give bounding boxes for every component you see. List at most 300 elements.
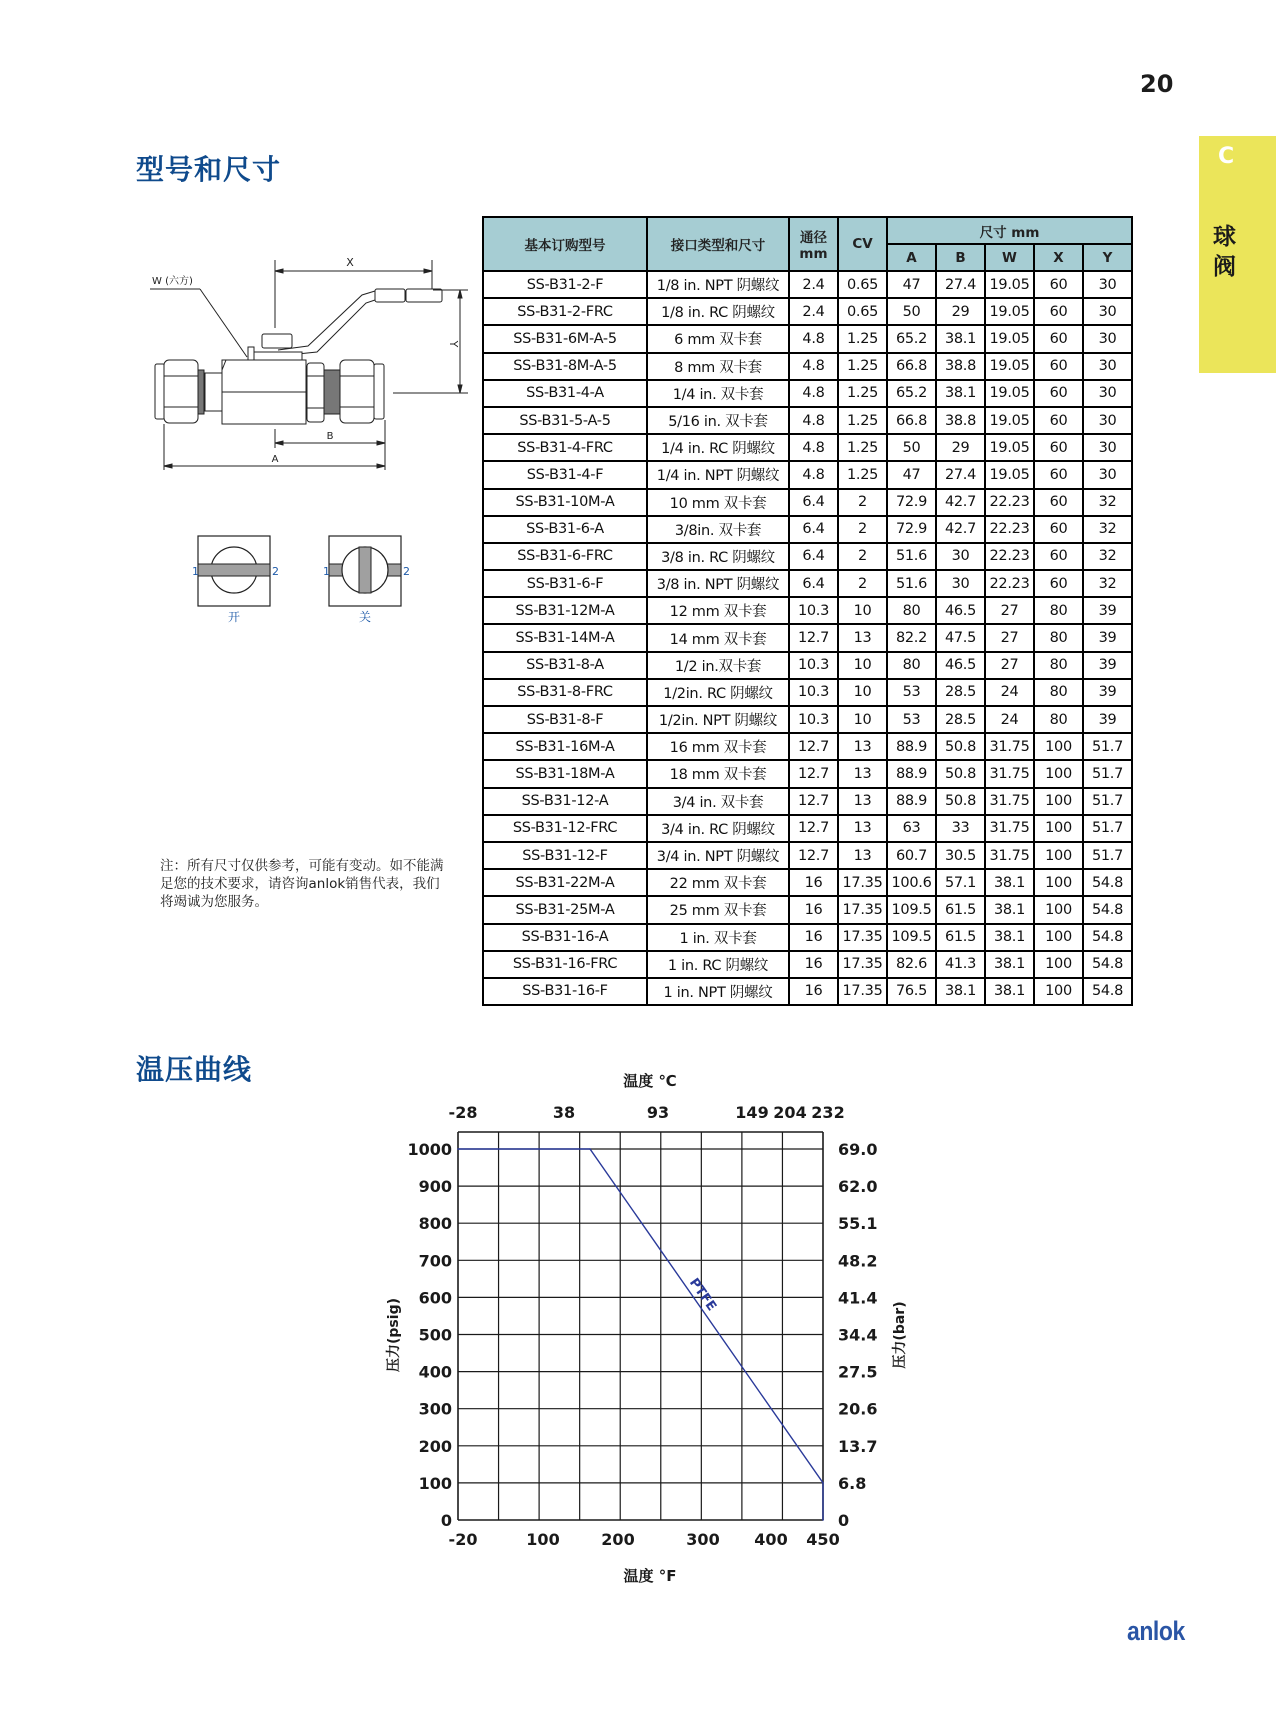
header-dim-y: Y	[1083, 244, 1132, 271]
y2-tick-label: 48.2	[838, 1251, 878, 1271]
cell-a: 88.9	[887, 788, 936, 815]
cell-bore: 4.8	[789, 353, 838, 380]
b-dim-label: B	[326, 431, 334, 442]
cell-model: SS-B31-6-F	[483, 570, 647, 597]
cell-b: 30	[936, 543, 985, 570]
cell-b: 46.5	[936, 597, 985, 624]
cell-x: 100	[1034, 951, 1083, 978]
x2-tick-label: 149	[735, 1103, 769, 1122]
cell-cv: 10	[838, 679, 887, 706]
y2-tick-label: 69.0	[838, 1140, 878, 1159]
cell-connection: 1/2 in.双卡套	[647, 652, 789, 679]
cell-bore: 4.8	[789, 380, 838, 407]
cell-b: 38.8	[936, 353, 985, 380]
cell-connection: 3/4 in. RC 阴螺纹	[647, 815, 789, 842]
y-tick-label: 700	[418, 1251, 452, 1271]
x-tick-label: -20	[448, 1530, 478, 1549]
y2-tick-label: 41.4	[838, 1288, 878, 1308]
cell-y: 51.7	[1083, 760, 1132, 787]
cell-cv: 10	[838, 652, 887, 679]
cell-bore: 10.3	[789, 652, 838, 679]
cell-bore: 6.4	[789, 570, 838, 597]
cell-model: SS-B31-8-A	[483, 652, 647, 679]
cell-cv: 13	[838, 760, 887, 787]
a-dim-label: A	[271, 454, 279, 465]
cell-w: 19.05	[985, 353, 1034, 380]
closed-port-1: 1	[323, 565, 330, 578]
cell-w: 22.23	[985, 543, 1034, 570]
cell-w: 27	[985, 652, 1034, 679]
y-tick-label: 800	[418, 1214, 452, 1234]
cell-cv: 13	[838, 733, 887, 760]
table-row	[483, 896, 1132, 923]
y2-tick-label: 6.8	[838, 1473, 867, 1493]
header-dim-x: X	[1034, 244, 1083, 271]
table-row	[483, 407, 1132, 434]
y2-axis-title: 压力(bar)	[892, 1301, 908, 1369]
cell-y: 54.8	[1083, 978, 1132, 1005]
cell-bore: 12.7	[789, 788, 838, 815]
cell-y: 54.8	[1083, 896, 1132, 923]
cell-cv: 2	[838, 570, 887, 597]
y-tick-label: 400	[418, 1362, 452, 1382]
open-position-diagram	[192, 536, 279, 624]
cell-model: SS-B31-2-F	[483, 271, 647, 298]
cell-x: 80	[1034, 624, 1083, 651]
x-tick-label: 100	[526, 1530, 560, 1549]
header-bore	[789, 217, 838, 271]
cell-connection: 3/4 in. 双卡套	[647, 788, 789, 815]
cell-model: SS-B31-16-F	[483, 978, 647, 1005]
cell-model: SS-B31-4-FRC	[483, 434, 647, 461]
cell-w: 19.05	[985, 434, 1034, 461]
cell-model: SS-B31-16M-A	[483, 733, 647, 760]
cell-x: 100	[1034, 924, 1083, 951]
model-dimensions-table	[482, 216, 1133, 1006]
cell-y: 54.8	[1083, 869, 1132, 896]
y2-tick-label: 27.5	[838, 1362, 878, 1382]
cell-b: 28.5	[936, 679, 985, 706]
cell-y: 30	[1083, 325, 1132, 352]
x-axis-title: 温度 °F	[623, 1567, 677, 1585]
cell-cv: 17.35	[838, 869, 887, 896]
cell-bore: 4.8	[789, 325, 838, 352]
cell-y: 39	[1083, 624, 1132, 651]
y-tick-label: 500	[418, 1325, 452, 1345]
cell-a: 53	[887, 679, 936, 706]
cell-y: 30	[1083, 380, 1132, 407]
cell-x: 60	[1034, 516, 1083, 543]
series-label: PTFE	[685, 1275, 719, 1314]
table-row	[483, 271, 1132, 298]
cell-b: 42.7	[936, 489, 985, 516]
cell-y: 32	[1083, 543, 1132, 570]
cell-w: 31.75	[985, 815, 1034, 842]
cell-model: SS-B31-22M-A	[483, 869, 647, 896]
cell-a: 82.2	[887, 624, 936, 651]
cell-y: 30	[1083, 407, 1132, 434]
thread-right	[324, 370, 340, 414]
table-row	[483, 760, 1132, 787]
cell-w: 19.05	[985, 271, 1034, 298]
cell-connection: 3/8 in. NPT 阴螺纹	[647, 570, 789, 597]
cell-connection: 16 mm 双卡套	[647, 733, 789, 760]
cell-a: 72.9	[887, 489, 936, 516]
cell-connection: 3/4 in. NPT 阴螺纹	[647, 842, 789, 869]
cell-cv: 17.35	[838, 951, 887, 978]
cell-y: 39	[1083, 597, 1132, 624]
cell-a: 80	[887, 652, 936, 679]
cell-x: 60	[1034, 380, 1083, 407]
cell-y: 32	[1083, 516, 1132, 543]
cell-w: 22.23	[985, 570, 1034, 597]
y-tick-label: 600	[418, 1288, 452, 1308]
cell-bore: 4.8	[789, 434, 838, 461]
cell-w: 19.05	[985, 298, 1034, 325]
cell-model: SS-B31-12-A	[483, 788, 647, 815]
cell-w: 31.75	[985, 733, 1034, 760]
cell-a: 51.6	[887, 570, 936, 597]
cell-model: SS-B31-10M-A	[483, 489, 647, 516]
header-dim-w: W	[985, 244, 1034, 271]
cell-connection: 18 mm 双卡套	[647, 760, 789, 787]
cell-a: 66.8	[887, 353, 936, 380]
cell-x: 60	[1034, 461, 1083, 488]
page-number: 20	[1140, 70, 1174, 98]
cell-w: 22.23	[985, 489, 1034, 516]
cell-a: 47	[887, 271, 936, 298]
cell-a: 88.9	[887, 733, 936, 760]
cell-b: 38.1	[936, 978, 985, 1005]
open-label: 开	[227, 610, 241, 624]
cell-b: 27.4	[936, 461, 985, 488]
table-row	[483, 624, 1132, 651]
y-tick-label: 1000	[407, 1140, 452, 1159]
cell-connection: 6 mm 双卡套	[647, 325, 789, 352]
cell-cv: 17.35	[838, 896, 887, 923]
cell-w: 22.23	[985, 516, 1034, 543]
cell-bore: 2.4	[789, 298, 838, 325]
table-row	[483, 434, 1132, 461]
table-row	[483, 597, 1132, 624]
cell-model: SS-B31-8-FRC	[483, 679, 647, 706]
table-row	[483, 733, 1132, 760]
cell-x: 100	[1034, 815, 1083, 842]
cell-connection: 10 mm 双卡套	[647, 489, 789, 516]
table-row	[483, 706, 1132, 733]
cell-model: SS-B31-6M-A-5	[483, 325, 647, 352]
cell-model: SS-B31-6-FRC	[483, 543, 647, 570]
cell-b: 41.3	[936, 951, 985, 978]
x-arrow-left	[275, 269, 283, 273]
cell-x: 100	[1034, 896, 1083, 923]
cell-a: 65.2	[887, 325, 936, 352]
cell-w: 38.1	[985, 951, 1034, 978]
cell-w: 38.1	[985, 978, 1034, 1005]
cell-connection: 25 mm 双卡套	[647, 896, 789, 923]
table-row	[483, 869, 1132, 896]
cell-cv: 2	[838, 543, 887, 570]
x-dim-label: X	[346, 256, 354, 269]
cell-cv: 10	[838, 597, 887, 624]
cell-connection: 1/4 in. 双卡套	[647, 380, 789, 407]
cell-bore: 10.3	[789, 597, 838, 624]
header-bore-label: 通径	[800, 230, 827, 246]
handle-grip-left	[375, 289, 405, 302]
brand-logo: anlok	[1127, 1616, 1185, 1646]
cell-x: 60	[1034, 570, 1083, 597]
table-row	[483, 924, 1132, 951]
series-point	[457, 1148, 459, 1150]
cell-bore: 16	[789, 896, 838, 923]
cell-a: 76.5	[887, 978, 936, 1005]
cell-w: 27	[985, 624, 1034, 651]
cell-x: 60	[1034, 271, 1083, 298]
cell-b: 50.8	[936, 760, 985, 787]
x-tick-label: 300	[686, 1530, 720, 1549]
cell-y: 51.7	[1083, 733, 1132, 760]
cell-b: 50.8	[936, 788, 985, 815]
cell-b: 38.1	[936, 325, 985, 352]
header-model: 基本订购型号	[483, 217, 647, 271]
cell-a: 47	[887, 461, 936, 488]
cell-connection: 5/16 in. 双卡套	[647, 407, 789, 434]
cell-y: 30	[1083, 461, 1132, 488]
cell-x: 80	[1034, 652, 1083, 679]
cell-x: 100	[1034, 788, 1083, 815]
cell-connection: 1/8 in. RC 阴螺纹	[647, 298, 789, 325]
cell-x: 60	[1034, 543, 1083, 570]
table-row	[483, 489, 1132, 516]
series-point	[822, 1519, 824, 1521]
cell-a: 51.6	[887, 543, 936, 570]
y-axis-title: 压力(psig)	[386, 1298, 402, 1372]
table-row	[483, 951, 1132, 978]
cell-model: SS-B31-18M-A	[483, 760, 647, 787]
cell-model: SS-B31-4-F	[483, 461, 647, 488]
chapter-title: 球阀	[1213, 224, 1236, 280]
table-row	[483, 815, 1132, 842]
cell-b: 61.5	[936, 896, 985, 923]
cell-model: SS-B31-12-F	[483, 842, 647, 869]
x-tick-label: 450	[806, 1530, 840, 1549]
cell-bore: 16	[789, 924, 838, 951]
cell-a: 63	[887, 815, 936, 842]
closed-position-diagram	[323, 536, 410, 624]
x-tick-label: 200	[601, 1530, 635, 1549]
cell-w: 24	[985, 706, 1034, 733]
cell-connection: 1/2in. RC 阴螺纹	[647, 679, 789, 706]
cell-b: 30.5	[936, 842, 985, 869]
cell-b: 42.7	[936, 516, 985, 543]
closed-label: 关	[358, 610, 372, 624]
cell-cv: 13	[838, 842, 887, 869]
cell-model: SS-B31-12-FRC	[483, 815, 647, 842]
cell-model: SS-B31-4-A	[483, 380, 647, 407]
table-row	[483, 679, 1132, 706]
cell-bore: 12.7	[789, 842, 838, 869]
cell-y: 51.7	[1083, 788, 1132, 815]
open-port-1: 1	[192, 565, 199, 578]
cell-w: 19.05	[985, 325, 1034, 352]
cell-y: 30	[1083, 271, 1132, 298]
header-bore-unit: mm	[799, 246, 828, 262]
cell-x: 100	[1034, 733, 1083, 760]
cell-y: 30	[1083, 353, 1132, 380]
cell-y: 54.8	[1083, 924, 1132, 951]
cell-b: 33	[936, 815, 985, 842]
cell-b: 28.5	[936, 706, 985, 733]
header-dim-b: B	[936, 244, 985, 271]
y-tick-label: 900	[418, 1177, 452, 1197]
cell-connection: 12 mm 双卡套	[647, 597, 789, 624]
cell-a: 72.9	[887, 516, 936, 543]
cell-cv: 13	[838, 815, 887, 842]
cell-connection: 22 mm 双卡套	[647, 869, 789, 896]
y2-tick-label: 0	[838, 1511, 850, 1530]
cell-b: 61.5	[936, 924, 985, 951]
chapter-letter: C	[1218, 144, 1235, 169]
cell-b: 47.5	[936, 624, 985, 651]
cell-bore: 6.4	[789, 543, 838, 570]
cell-bore: 10.3	[789, 706, 838, 733]
cell-model: SS-B31-25M-A	[483, 896, 647, 923]
stem-nut	[262, 334, 292, 348]
cell-y: 30	[1083, 434, 1132, 461]
cell-x: 100	[1034, 842, 1083, 869]
cell-bore: 2.4	[789, 271, 838, 298]
y2-tick-label: 34.4	[838, 1325, 878, 1345]
cell-x: 60	[1034, 434, 1083, 461]
cell-a: 100.6	[887, 869, 936, 896]
dimension-note: 注：所有尺寸仅供参考，可能有变动。如不能满足您的技术要求，请咨询anlok销售代表，我们将竭诚为您服务。	[160, 858, 444, 910]
table-row	[483, 380, 1132, 407]
cell-bore: 16	[789, 951, 838, 978]
cell-connection: 1 in. 双卡套	[647, 924, 789, 951]
table-row	[483, 353, 1132, 380]
cell-a: 80	[887, 597, 936, 624]
table-row	[483, 325, 1132, 352]
cell-a: 109.5	[887, 924, 936, 951]
cell-a: 65.2	[887, 380, 936, 407]
cell-model: SS-B31-14M-A	[483, 624, 647, 651]
cell-model: SS-B31-8M-A-5	[483, 353, 647, 380]
header-dim-a: A	[887, 244, 936, 271]
cell-bore: 6.4	[789, 516, 838, 543]
cell-connection: 1/4 in. NPT 阴螺纹	[647, 461, 789, 488]
cell-cv: 2	[838, 516, 887, 543]
x2-tick-label: -28	[448, 1103, 478, 1122]
cell-bore: 4.8	[789, 407, 838, 434]
cell-x: 60	[1034, 489, 1083, 516]
cell-w: 31.75	[985, 788, 1034, 815]
x-tick-label: 400	[754, 1530, 788, 1549]
table-row	[483, 788, 1132, 815]
cell-x: 100	[1034, 869, 1083, 896]
cell-x: 60	[1034, 298, 1083, 325]
cell-bore: 6.4	[789, 489, 838, 516]
nut-right	[340, 360, 374, 423]
cell-b: 38.8	[936, 407, 985, 434]
table-row	[483, 298, 1132, 325]
cell-connection: 1/4 in. RC 阴螺纹	[647, 434, 789, 461]
cell-w: 24	[985, 679, 1034, 706]
y2-tick-label: 13.7	[838, 1436, 878, 1456]
cell-cv: 10	[838, 706, 887, 733]
cell-x: 80	[1034, 706, 1083, 733]
cell-x: 80	[1034, 597, 1083, 624]
cell-a: 109.5	[887, 896, 936, 923]
cell-x: 80	[1034, 679, 1083, 706]
cell-cv: 1.25	[838, 325, 887, 352]
cell-a: 88.9	[887, 760, 936, 787]
cell-x: 60	[1034, 325, 1083, 352]
x2-tick-label: 204	[773, 1103, 807, 1122]
cell-connection: 1/8 in. NPT 阴螺纹	[647, 271, 789, 298]
cell-y: 51.7	[1083, 815, 1132, 842]
valve-dimension-drawing	[150, 240, 480, 470]
w-hex-label: W (六方)	[152, 276, 193, 287]
chapter-tab	[1199, 136, 1276, 373]
cell-x: 60	[1034, 353, 1083, 380]
cell-cv: 1.25	[838, 407, 887, 434]
cell-cv: 13	[838, 624, 887, 651]
y-tick-label: 0	[440, 1511, 452, 1530]
table-row	[483, 842, 1132, 869]
cell-x: 100	[1034, 978, 1083, 1005]
cell-connection: 3/8 in. RC 阴螺纹	[647, 543, 789, 570]
cell-model: SS-B31-6-A	[483, 516, 647, 543]
cell-model: SS-B31-8-F	[483, 706, 647, 733]
cell-model: SS-B31-16-A	[483, 924, 647, 951]
cell-model: SS-B31-12M-A	[483, 597, 647, 624]
y2-tick-label: 55.1	[838, 1214, 878, 1234]
cell-cv: 1.25	[838, 434, 887, 461]
cell-cv: 1.25	[838, 380, 887, 407]
header-dimensions: 尺寸 mm	[887, 217, 1132, 244]
cell-bore: 12.7	[789, 815, 838, 842]
cell-bore: 12.7	[789, 624, 838, 651]
cell-w: 27	[985, 597, 1034, 624]
cell-connection: 1 in. NPT 阴螺纹	[647, 978, 789, 1005]
y2-tick-label: 20.6	[838, 1399, 878, 1419]
cell-b: 29	[936, 434, 985, 461]
cell-y: 32	[1083, 570, 1132, 597]
cell-b: 27.4	[936, 271, 985, 298]
cell-w: 38.1	[985, 896, 1034, 923]
position-diagrams	[188, 530, 428, 630]
header-cv: CV	[838, 217, 887, 271]
cell-x: 60	[1034, 407, 1083, 434]
cell-y: 32	[1083, 489, 1132, 516]
header-connection: 接口类型和尺寸	[647, 217, 789, 271]
cell-bore: 16	[789, 869, 838, 896]
cell-a: 53	[887, 706, 936, 733]
cell-connection: 8 mm 双卡套	[647, 353, 789, 380]
table-row	[483, 516, 1132, 543]
x2-tick-label: 232	[811, 1103, 845, 1122]
cell-model: SS-B31-16-FRC	[483, 951, 647, 978]
cell-a: 50	[887, 434, 936, 461]
cell-model: SS-B31-2-FRC	[483, 298, 647, 325]
cell-cv: 0.65	[838, 298, 887, 325]
y-tick-label: 200	[418, 1436, 452, 1456]
series-line-ptfe	[458, 1149, 823, 1520]
cell-b: 50.8	[936, 733, 985, 760]
cell-y: 39	[1083, 679, 1132, 706]
y-tick-label: 100	[418, 1473, 452, 1493]
section-title-pressure-temperature: 温压曲线	[136, 1053, 253, 1086]
